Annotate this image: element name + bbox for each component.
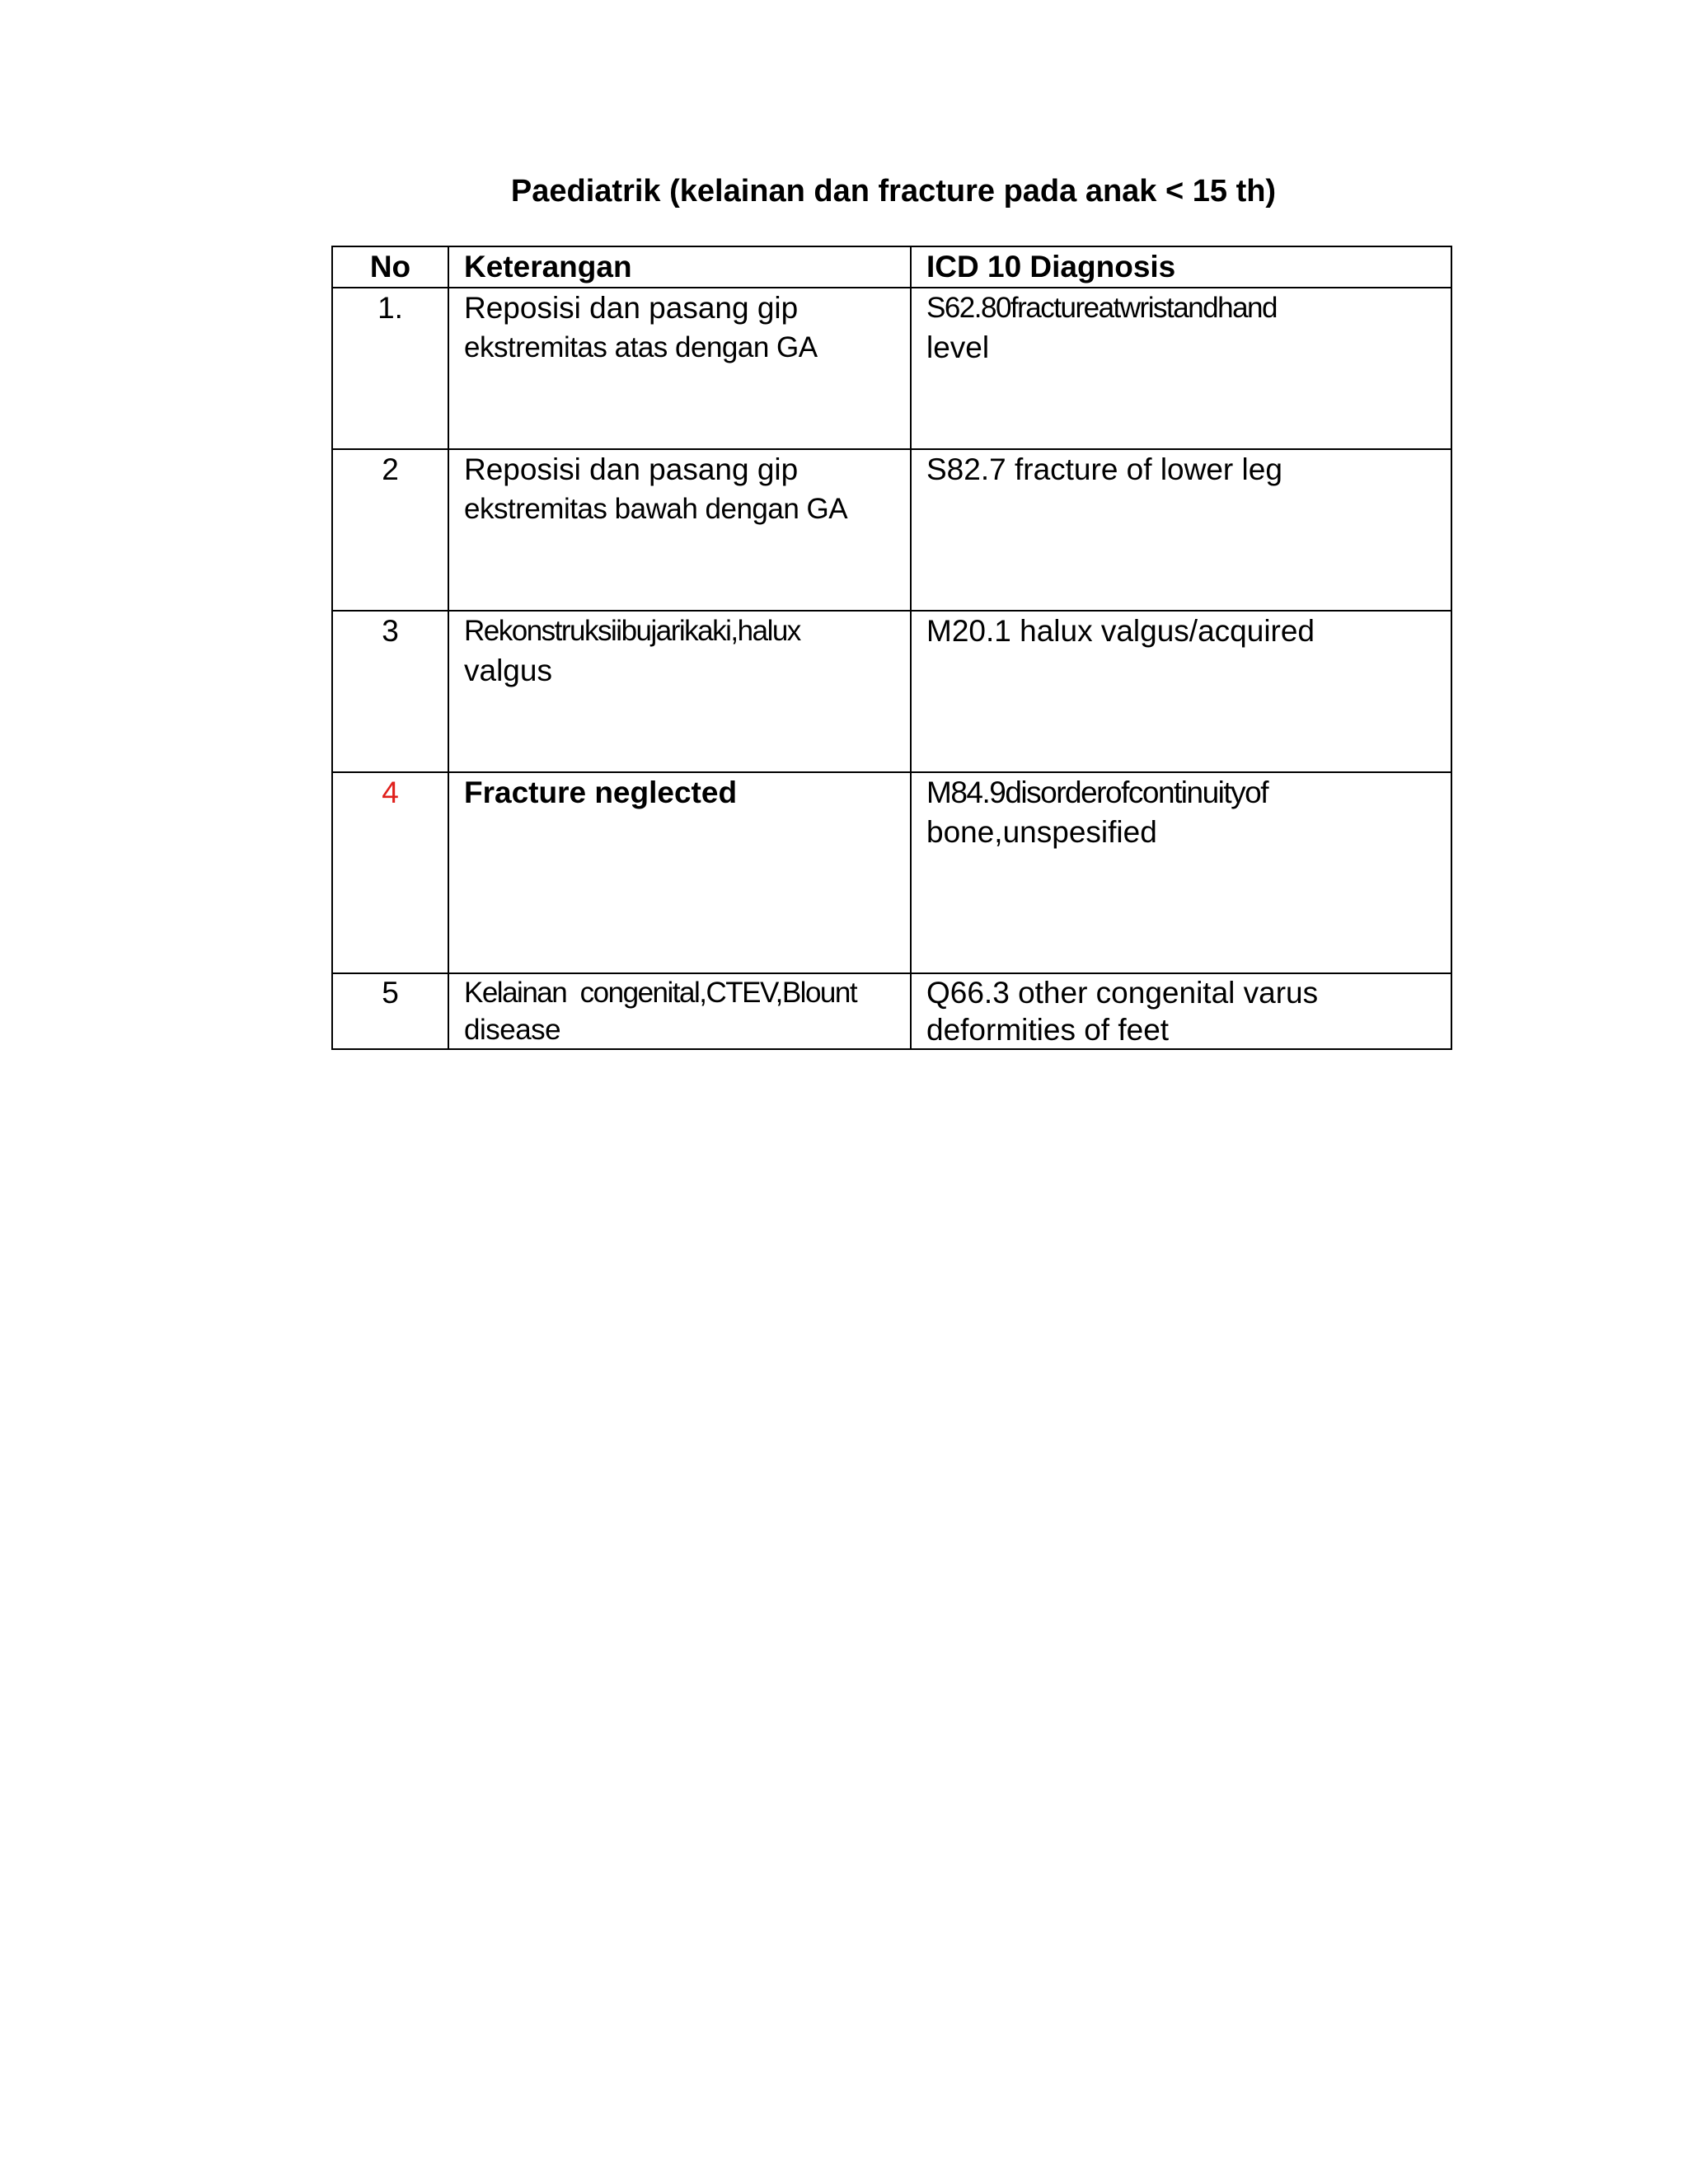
keterangan-line: Fracture neglected xyxy=(464,776,738,809)
row-number: 3 xyxy=(332,611,448,772)
icd-cell xyxy=(911,973,1451,1049)
row-number: 2 xyxy=(332,449,448,611)
icd-cell xyxy=(911,449,1451,611)
keterangan-line: ekstremitas bawah dengan GA xyxy=(464,493,848,525)
keterangan-line: Kelainan congenital,CTEV,Blount xyxy=(464,977,857,1009)
keterangan-cell xyxy=(448,288,911,449)
table-row xyxy=(332,288,1451,449)
table-row xyxy=(332,973,1451,1049)
row-number: 1. xyxy=(332,288,448,449)
keterangan-cell xyxy=(448,772,911,973)
keterangan-line: valgus xyxy=(464,654,552,687)
table-header-row xyxy=(332,246,1451,288)
row-number: 5 xyxy=(332,973,448,1049)
diagnosis-table xyxy=(331,246,1452,1050)
header-icd: ICD 10 Diagnosis xyxy=(911,246,1451,288)
table-row xyxy=(332,449,1451,611)
keterangan-line: Rekonstruksiibujarikaki,halux xyxy=(464,615,800,647)
icd-line: S82.7 fracture of lower leg xyxy=(926,452,1282,486)
table-row xyxy=(332,611,1451,772)
icd-line: S62.80fractureatwristandhand xyxy=(926,292,1277,324)
icd-line: level xyxy=(926,330,990,364)
header-keterangan: Keterangan xyxy=(448,246,911,288)
icd-cell xyxy=(911,611,1451,772)
keterangan-cell xyxy=(448,973,911,1049)
header-no: No xyxy=(332,246,448,288)
icd-line: bone,unspesified xyxy=(926,815,1157,849)
icd-line: Q66.3 other congenital varus xyxy=(926,976,1319,1010)
page-title: Paediatrik (kelainan dan fracture pada anak < 15 th) xyxy=(510,174,1277,209)
keterangan-line: ekstremitas atas dengan GA xyxy=(464,331,818,363)
icd-line: deformities of feet xyxy=(926,1013,1170,1047)
keterangan-cell xyxy=(448,449,911,611)
keterangan-line: disease xyxy=(464,1014,561,1046)
icd-line: M20.1 halux valgus/acquired xyxy=(926,614,1315,648)
icd-line: M84.9disorderofcontinuityof xyxy=(926,776,1268,809)
keterangan-line: Reposisi dan pasang gip xyxy=(464,291,799,325)
row-number-highlighted: 4 xyxy=(332,772,448,973)
keterangan-line: Reposisi dan pasang gip xyxy=(464,452,799,486)
icd-cell xyxy=(911,288,1451,449)
table-row xyxy=(332,772,1451,973)
keterangan-cell xyxy=(448,611,911,772)
icd-cell xyxy=(911,772,1451,973)
